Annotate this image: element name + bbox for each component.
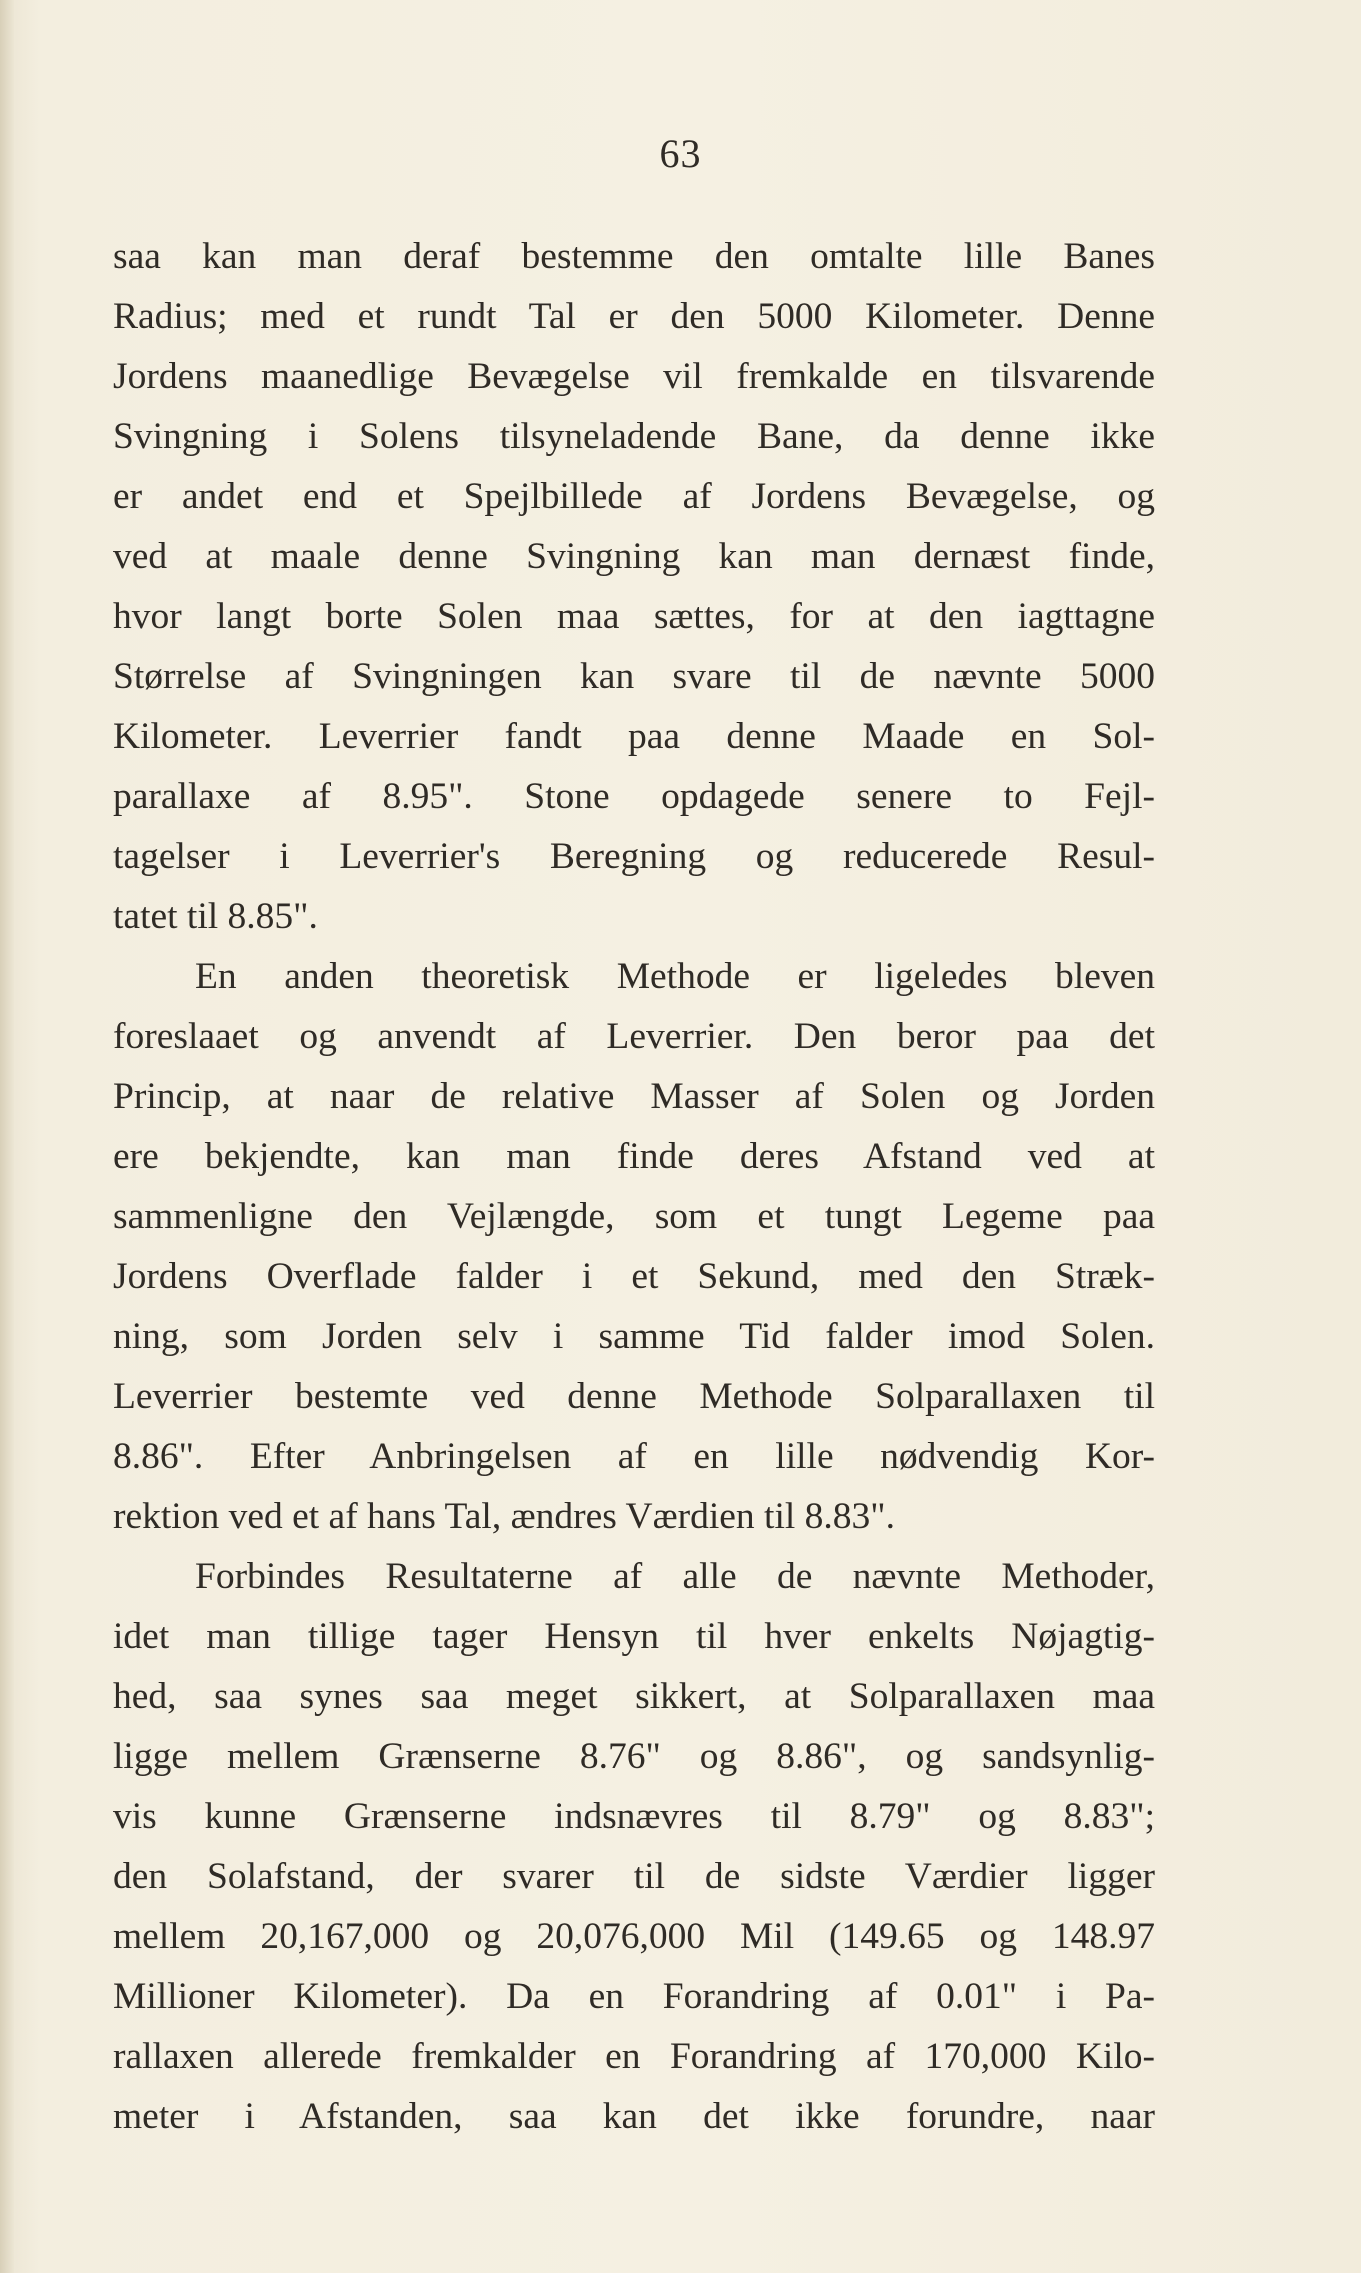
text-line: den Solafstand, der svarer til de sidste Værdier ligger [113,1856,1155,1897]
text-line: Forbindes Resultaterne af alle de nævnte Methoder, [195,1556,1155,1597]
body-text [113,227,1155,2147]
text-line: parallaxe af 8.95". Stone opdagede senere to Fejl- [113,776,1155,817]
text-line: Kilometer. Leverrier fandt paa denne Maade en Sol- [113,716,1155,757]
text-line: ved at maale denne Svingning kan man dernæst finde, [113,536,1155,577]
text-line: En anden theoretisk Methode er ligeledes bleven [195,956,1155,997]
page-edge-shadow [0,0,14,2273]
text-line: Svingning i Solens tilsyneladende Bane, da denne ikke [113,416,1155,457]
text-line: ere bekjendte, kan man finde deres Afstand ved at [113,1136,1155,1177]
text-line: tatet til 8.85". [113,896,318,937]
page-number: 63 [659,131,702,176]
text-line: Leverrier bestemte ved denne Methode Solparallaxen til [113,1376,1155,1417]
text-line: rektion ved et af hans Tal, ændres Værdien til 8.83". [113,1496,895,1537]
text-line: er andet end et Spejlbillede af Jordens Bevægelse, og [113,476,1155,517]
text-line: Jordens maanedlige Bevægelse vil fremkalde en tilsvarende [113,356,1155,397]
text-line: Radius; med et rundt Tal er den 5000 Kilometer. Denne [113,296,1155,337]
text-line: ning, som Jorden selv i samme Tid falder imod Solen. [113,1316,1155,1357]
text-line: sammenligne den Vejlængde, som et tungt Legeme paa [113,1196,1155,1237]
text-line: mellem 20,167,000 og 20,076,000 Mil (149.65 og 148.97 [113,1916,1155,1957]
text-line: vis kunne Grænserne indsnævres til 8.79" og 8.83"; [113,1796,1155,1837]
text-line: saa kan man deraf bestemme den omtalte lille Banes [113,236,1155,277]
text-line: ligge mellem Grænserne 8.76" og 8.86", og sandsynlig- [113,1736,1155,1777]
text-line: 8.86". Efter Anbringelsen af en lille nødvendig Kor- [113,1436,1155,1477]
text-line: foreslaaet og anvendt af Leverrier. Den beror paa det [113,1016,1155,1057]
text-line: meter i Afstanden, saa kan det ikke forundre, naar [113,2096,1155,2137]
text-line: Millioner Kilometer). Da en Forandring af 0.01" i Pa- [113,1976,1155,2017]
text-line: hvor langt borte Solen maa sættes, for at den iagttagne [113,596,1155,637]
text-line: rallaxen allerede fremkalder en Forandring af 170,000 Kilo- [113,2036,1155,2077]
text-line: Princip, at naar de relative Masser af Solen og Jorden [113,1076,1155,1117]
text-line: hed, saa synes saa meget sikkert, at Solparallaxen maa [113,1676,1155,1717]
text-line: tagelser i Leverrier's Beregning og reducerede Resul- [113,836,1155,877]
text-line: Størrelse af Svingningen kan svare til de nævnte 5000 [113,656,1155,697]
text-line: Jordens Overflade falder i et Sekund, med den Stræk- [113,1256,1155,1297]
text-line: idet man tillige tager Hensyn til hver enkelts Nøjagtig- [113,1616,1155,1657]
